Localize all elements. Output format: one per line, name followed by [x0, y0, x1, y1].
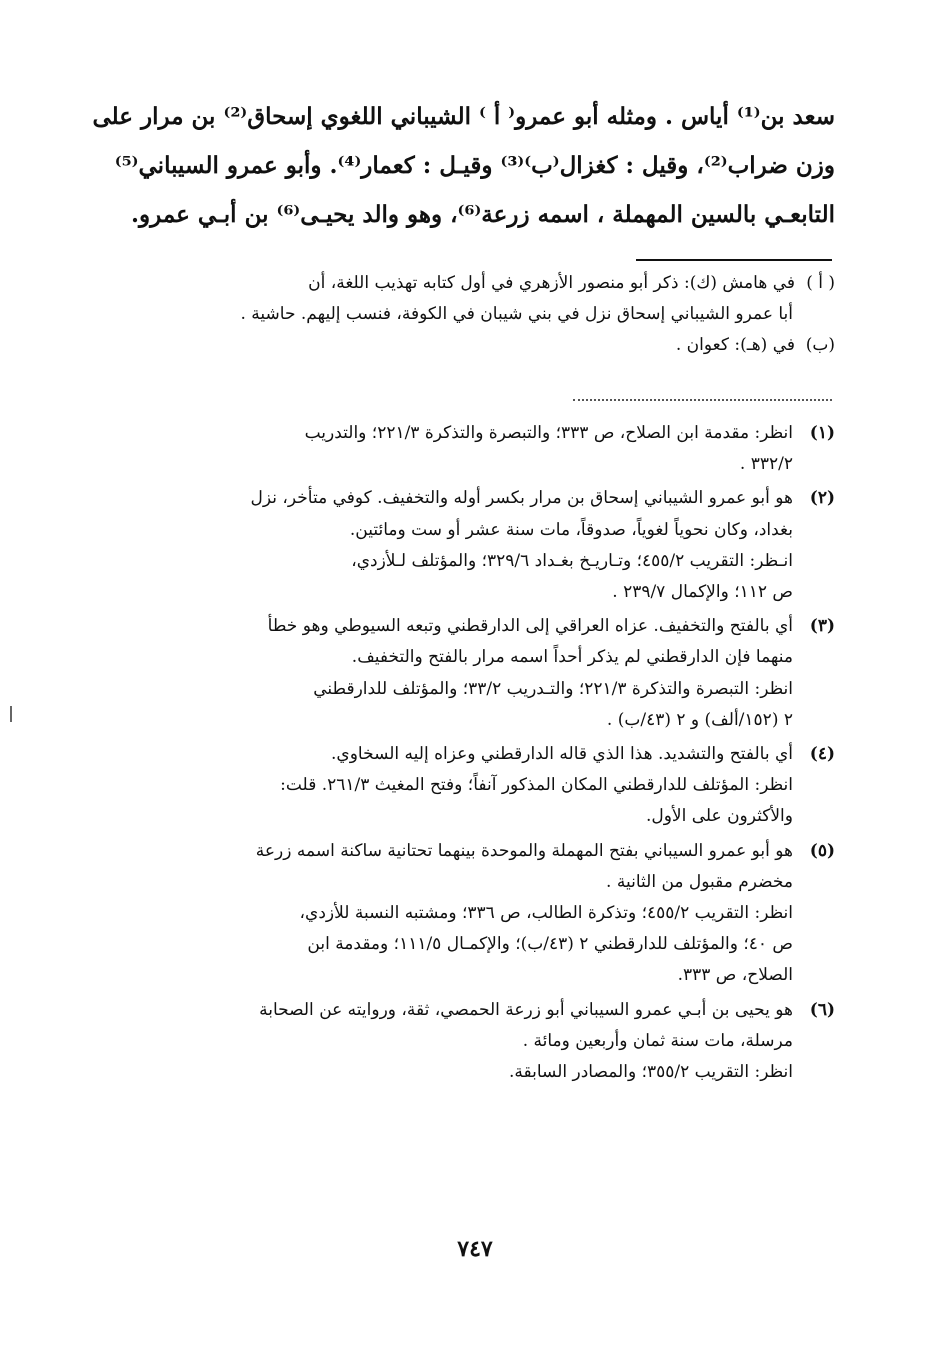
footnote-line: انظر: مقدمة ابن الصلاح، ص ٣٣٣؛ والتبصرة والتذكرة ٢٢١/٣؛ والتدريب	[304, 423, 793, 443]
footnote-line: مرسلة، مات سنة ثمان وأربعين ومائة .	[522, 1030, 793, 1051]
footnote-number: (٢)	[809, 488, 835, 509]
footnote-number: (٣)	[809, 616, 835, 637]
main-text	[92, 92, 835, 239]
footnote-6	[120, 995, 835, 1089]
footnote-line: هو يحيى بن أبـي عمرو السيباني أبو زرعة الحمصي، ثقة، وروايته عن الصحابة	[259, 999, 793, 1020]
footnote-line: انـظر: التقريب ٤٥٥/٢؛ وتـاريـخ بغـداد ٣٢٩/٦؛ والمؤتلف لـلأزدي،	[351, 550, 793, 571]
footnote-line: الصلاح، ص ٣٣٣.	[677, 965, 793, 986]
variant-note-line: في (هـ): كعوان .	[675, 335, 795, 355]
footnote-line: والأكثرون على الأول.	[645, 806, 793, 827]
variant-note-line: أبا عمرو الشيباني إسحاق نزل في بني شيبان في الكوفة، فنسب إليهم. حاشية .	[240, 304, 793, 324]
footnote-line: أي بالفتح والتخفيف. عزاه العراقي إلى الدارقطني وتبعه السيوطي وهو خطأ	[267, 616, 793, 637]
footnote-line: انظر: التقريب ٣٥٥/٢؛ والمصادر السابقة.	[509, 1062, 793, 1083]
footnote-line: ص ٤٠؛ والمؤتلف للدارقطني ٢ (٤٣/ب)؛ والإكمـال ١١١/٥؛ ومقدمة ابن	[307, 934, 793, 955]
variant-note	[120, 268, 835, 330]
footnote-line: انظر: المؤتلف للدارقطني المكان المذكور آنفاً؛ وفتح المغيث ٢٦١/٣. قلت:	[280, 775, 793, 796]
variant-notes	[120, 268, 835, 361]
footnote-4	[120, 739, 835, 833]
footnote-2	[120, 483, 835, 608]
footnote-line: انظر: التبصرة والتذكرة ٢٢١/٣؛ والتـدريب ٣٣/٢؛ والمؤتلف للدارقطني	[313, 678, 793, 699]
variant-mark: ( أ )	[806, 273, 835, 293]
main-text-line: وزن ضراب⁽²⁾، وقيل : كغزال⁽ب⁾⁽³⁾ وقيـل : كعمار⁽⁴⁾. وأبو عمرو السيباني⁽⁵⁾	[114, 152, 835, 179]
footnote-number: (٤)	[809, 744, 835, 765]
footnote-line: انظر: التقريب ٤٥٥/٢؛ وتذكرة الطالب، ص ٣٣٦؛ ومشتبه النسبة للأزدي،	[299, 903, 793, 924]
main-text-line: التابعـي بالسين المهملة ، اسمه زرعة⁽⁶⁾، وهو والد يحيـى⁽⁶⁾ بن أبـي عمرو.	[131, 201, 835, 228]
footnote-line: مخضرم مقبول من الثانية .	[606, 871, 793, 892]
footnote-line: أي بالفتح والتشديد. هذا الذي قاله الدارقطني وعزاه إليه السخاوي.	[331, 744, 793, 765]
footnote-line: بغداد، وكان نحوياً لغوياً، صدوقاً، مات سنة عشر أو ست ومائتين.	[349, 519, 793, 540]
footnote-number: (٥)	[809, 840, 835, 861]
footnote-3	[120, 611, 835, 736]
footnote-line: منهما فإن الدارقطني لم يذكر أحداً اسمه مرار بالفتح والتخفيف.	[351, 647, 793, 668]
footnote-number: (١)	[809, 423, 835, 443]
footnote-line: ٣٣٢/٢ .	[739, 454, 793, 475]
variant-mark: (ب)	[805, 335, 835, 355]
footnote-line: ٢ (١٥٢/ألف) و ٢ (٤٣/ب) .	[606, 709, 793, 730]
dotted-separator	[573, 399, 832, 401]
main-text-line: سعد بن⁽¹⁾ أياس . ومثله أبو عمرو⁽ أ ⁾ الشيباني اللغوي إسحاق⁽²⁾ بن مرار على	[92, 103, 835, 130]
scan-margin-mark	[10, 706, 12, 722]
footnote-line: هو أبو عمرو الشيباني إسحاق بن مرار بكسر أوله والتخفيف. كوفي متأخر، نزل	[250, 488, 793, 509]
variant-note	[120, 330, 835, 361]
footnote-5	[120, 836, 835, 992]
page-number: ٧٤٧	[457, 1236, 493, 1262]
footnote-line: هو أبو عمرو السيباني بفتح المهملة والموحدة بينهما تحتانية ساكنة اسمه زرعة	[255, 840, 793, 861]
footnote-number: (٦)	[809, 999, 835, 1020]
footnote-line: ص ١١٢؛ والإكمال ٢٣٩/٧ .	[612, 582, 793, 603]
footnote-separator	[636, 259, 832, 261]
footnote-1	[120, 418, 835, 480]
variant-note-line: في هامش (ك): ذكر أبو منصور الأزهري في أول كتابه تهذيب اللغة، أن	[308, 273, 795, 293]
footnotes	[120, 418, 835, 1091]
